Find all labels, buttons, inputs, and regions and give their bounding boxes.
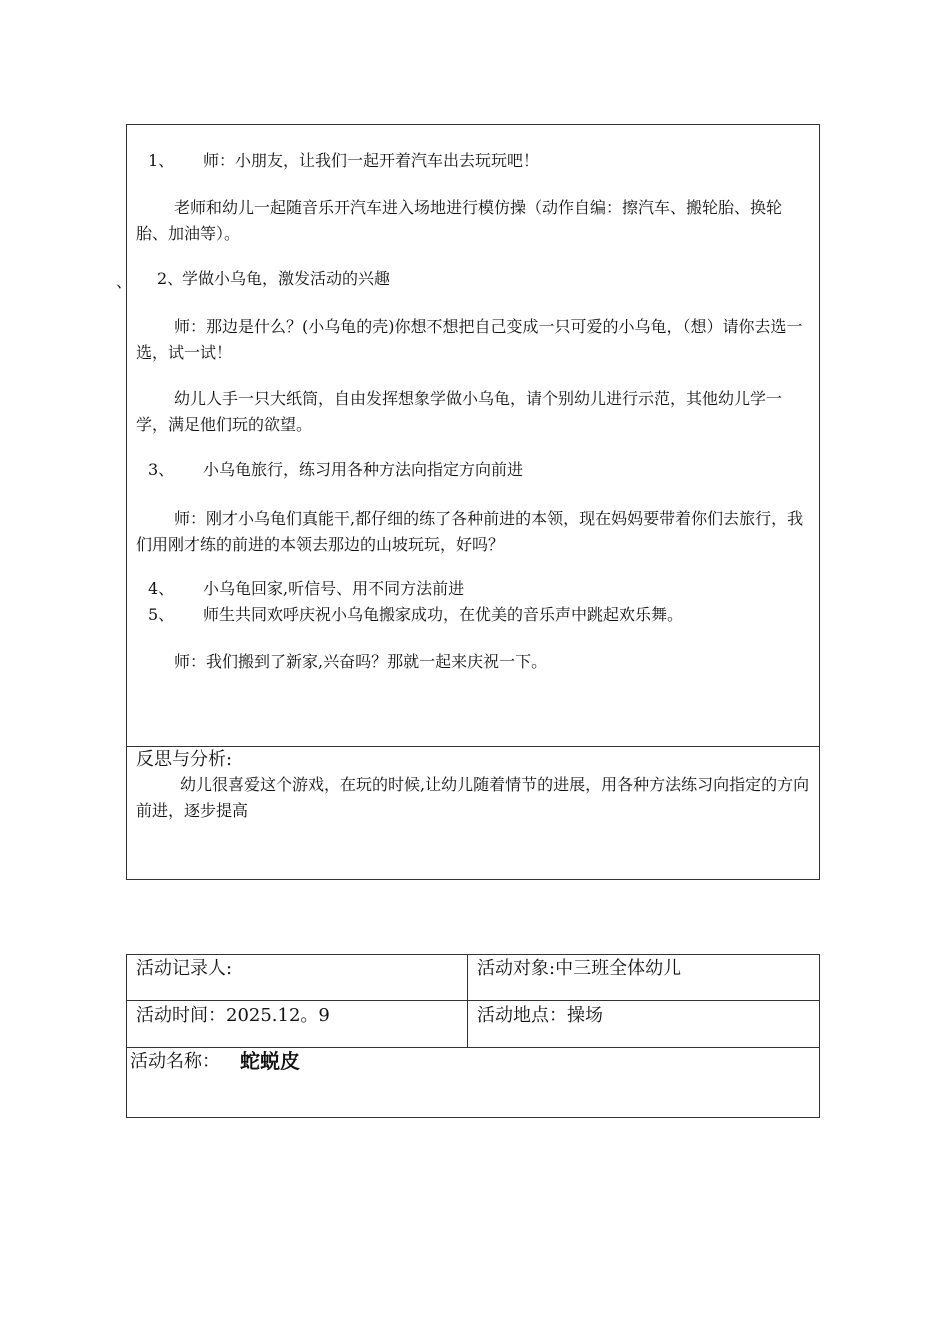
target-label: 活动对象:中三班全体幼儿: [477, 958, 682, 979]
paragraph-teacher-question: 师：那边是什么？(小乌龟的壳)你想不想把自己变成一只可爱的小乌龟，（想）请你去选一选，试一试！: [136, 317, 803, 362]
table-column-divider: [467, 954, 468, 1047]
paragraph-warmup: 老师和幼儿一起随音乐开汽车进入场地进行模仿操（动作自编：擦汽车、搬轮胎、换轮胎、加油等）。: [136, 198, 783, 243]
step-3-number: 3、: [148, 460, 175, 479]
paragraph-children-activity: 幼儿人手一只大纸筒，自由发挥想象学做小乌龟，请个别幼儿进行示范，其他幼儿学一学，满足他们玩的欲望。: [136, 389, 783, 434]
location-label: 活动地点：操场: [477, 1005, 603, 1026]
step-4-number: 4、: [148, 579, 175, 598]
time-label: 活动时间：2025.12。9: [136, 1005, 330, 1026]
step-3-text: 小乌龟旅行，练习用各种方法向指定方向前进: [203, 460, 524, 479]
step-2-text: 学做小乌龟，激发活动的兴趣: [182, 269, 391, 288]
reflection-text: 幼儿很喜爱这个游戏，在玩的时候,让幼儿随着情节的进展，用各种方法练习向指定的方向前进，逐步提高: [136, 775, 810, 820]
step-1-text: 师：小朋友，让我们一起开着汽车出去玩玩吧！: [203, 151, 540, 170]
step-2-number: 2、: [157, 269, 184, 288]
activity-name-label: 活动名称：: [130, 1051, 220, 1072]
step-5-text: 师生共同欢呼庆祝小乌龟搬家成功，在优美的音乐声中跳起欢乐舞。: [203, 605, 684, 624]
reflection-title: 反思与分析:: [136, 749, 233, 770]
step-5-number: 5、: [148, 605, 175, 624]
stray-mark: 、: [116, 272, 133, 291]
reflection-divider: [126, 746, 820, 747]
activity-name-value: 蛇蜕皮: [240, 1049, 300, 1073]
table-row-divider-2: [126, 1047, 820, 1048]
recorder-label: 活动记录人:: [136, 958, 233, 979]
paragraph-celebrate: 师：我们搬到了新家,兴奋吗？那就一起来庆祝一下。: [174, 652, 548, 671]
step-1-number: 1、: [148, 151, 175, 170]
paragraph-travel: 师：刚才小乌龟们真能干,都仔细的练了各种前进的本领，现在妈妈要带着你们去旅行，我们用刚才练的前进的本领去那边的山坡玩玩，好吗？: [136, 509, 804, 554]
step-4-text: 小乌龟回家,听信号、用不同方法前进: [203, 579, 465, 598]
table-row-divider-1: [126, 1000, 820, 1001]
